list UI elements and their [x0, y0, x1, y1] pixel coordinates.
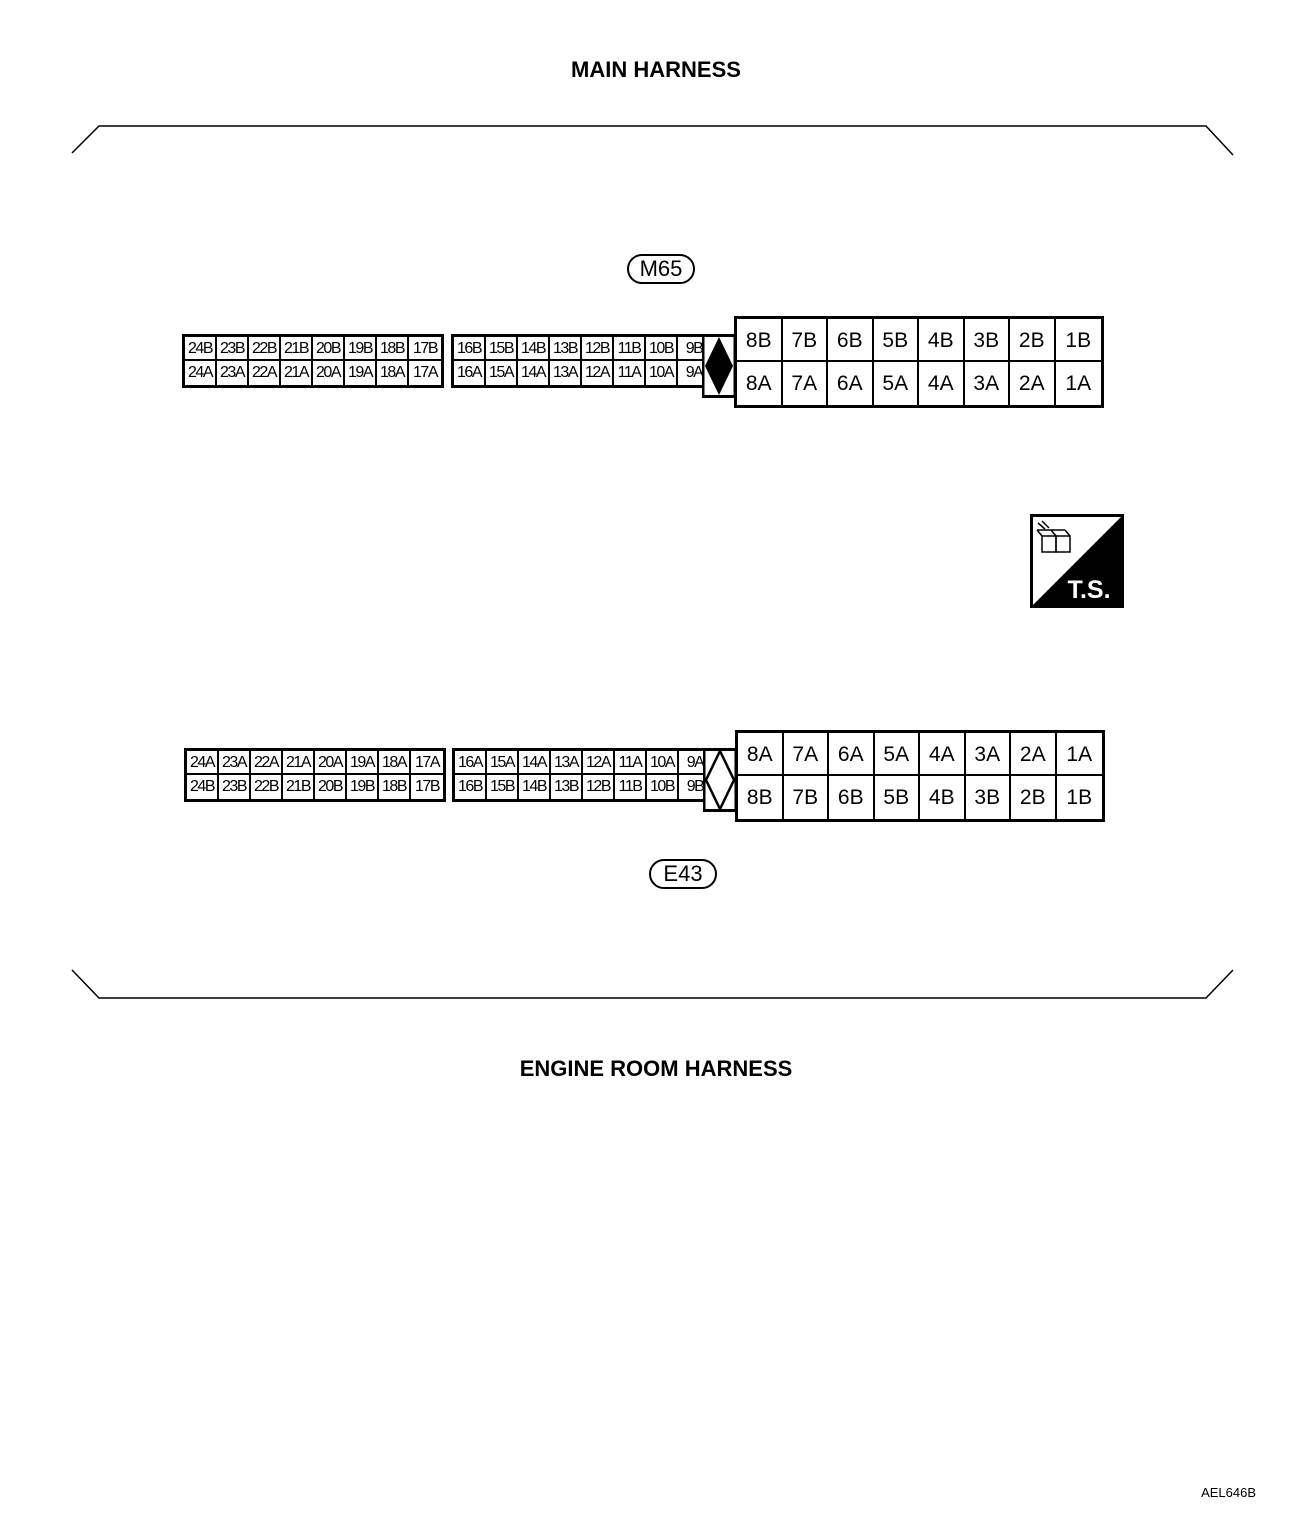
terminal-cell: 14A	[519, 751, 551, 775]
terminal-cell: 8A	[738, 733, 784, 776]
terminal-cell: 10A	[647, 751, 679, 775]
figure-code: AEL646B	[1201, 1485, 1256, 1500]
terminal-cell: 10B	[647, 775, 679, 799]
terminal-cell: 24A	[185, 361, 217, 385]
terminal-cell: 14B	[518, 337, 550, 361]
terminal-cell: 9B	[686, 778, 704, 795]
terminal-cell: 23A	[217, 361, 249, 385]
terminal-cell: 2B	[1011, 776, 1057, 819]
terminal-cell: 22B	[249, 337, 281, 361]
terminal-cell: 2A	[1010, 362, 1056, 405]
terminal-cell: 13B	[550, 337, 582, 361]
terminal-cell: 3A	[965, 362, 1011, 405]
terminal-cell: 2A	[1011, 733, 1057, 776]
terminal-cell: 21B	[281, 337, 313, 361]
terminal-cell: 12A	[582, 361, 614, 385]
terminal-cell: 7A	[783, 362, 829, 405]
terminal-cell: 24B	[185, 337, 217, 361]
terminal-cell: 6A	[828, 362, 874, 405]
terminal-cell: 15A	[486, 361, 518, 385]
terminal-cell: 9B	[678, 337, 710, 361]
terminal-cell: 8B	[737, 319, 783, 362]
terminal-cell: 1A	[1057, 733, 1103, 776]
terminal-cell: 1A	[1065, 372, 1092, 395]
terminal-cell: 19B	[347, 775, 379, 799]
terminal-cell: 11A	[614, 361, 646, 385]
terminal-cell: 8A	[737, 362, 783, 405]
terminal-cell: 9A	[685, 364, 703, 381]
terminal-cell: 15A	[487, 751, 519, 775]
terminal-cell: 20B	[315, 775, 347, 799]
m65-keyway-filled-diamond	[702, 334, 736, 398]
terminal-cell: 13A	[550, 361, 582, 385]
terminal-cell: 10A	[646, 361, 678, 385]
terminal-cell: 18B	[377, 337, 409, 361]
ts-badge	[1030, 514, 1124, 608]
terminal-cell: 12B	[582, 337, 614, 361]
terminal-cell: 22A	[251, 751, 283, 775]
terminal-cell: 1B	[1056, 319, 1102, 362]
terminal-cell: 7B	[783, 319, 829, 362]
terminal-cell: 13A	[551, 751, 583, 775]
terminal-cell: 23A	[219, 751, 251, 775]
terminal-cell: 18B	[379, 775, 411, 799]
terminal-cell: 17A	[411, 751, 443, 775]
terminal-cell: 4B	[920, 776, 966, 819]
terminal-cell: 3B	[966, 776, 1012, 819]
terminal-cell: 23B	[217, 337, 249, 361]
terminal-cell: 21A	[283, 751, 315, 775]
terminal-cell: 23B	[219, 775, 251, 799]
terminal-cell: 7A	[784, 733, 830, 776]
e43-keyway-outline-diamond	[703, 748, 737, 812]
terminal-cell: 16B	[455, 775, 487, 799]
terminal-cell: 6B	[829, 776, 875, 819]
terminal-cell: 4B	[919, 319, 965, 362]
terminal-cell: 14B	[519, 775, 551, 799]
terminal-cell: 20A	[313, 361, 345, 385]
terminal-cell: 15B	[486, 337, 518, 361]
terminal-cell: 15B	[487, 775, 519, 799]
connector-code-e43: E43	[649, 859, 717, 889]
terminal-cell: 9A	[679, 751, 711, 775]
engine-room-harness-title: ENGINE ROOM HARNESS	[519, 1056, 793, 1081]
terminal-cell: 6B	[828, 319, 874, 362]
terminal-cell: 12B	[583, 775, 615, 799]
terminal-cell: 18A	[379, 751, 411, 775]
terminal-cell: 17B	[409, 337, 441, 361]
terminal-cell: 16A	[454, 361, 486, 385]
terminal-cell: 14A	[518, 361, 550, 385]
terminal-cell: 10B	[646, 337, 678, 361]
terminal-cell: 3A	[966, 733, 1012, 776]
ts-label: T.S.	[1067, 576, 1111, 604]
terminal-cell: 11B	[615, 775, 647, 799]
terminal-cell: 13B	[551, 775, 583, 799]
terminal-cell: 5B	[874, 319, 920, 362]
m65-terminal-block-left	[182, 334, 444, 388]
terminal-cell: 4A	[919, 362, 965, 405]
terminal-cell: 19A	[345, 361, 377, 385]
terminal-cell: 12A	[583, 751, 615, 775]
terminal-cell: 21A	[281, 361, 313, 385]
terminal-cell: 18A	[377, 361, 409, 385]
terminal-cell: 22A	[249, 361, 281, 385]
terminal-cell: 24A	[187, 751, 219, 775]
terminal-cell: 4A	[920, 733, 966, 776]
terminal-cell: 3B	[965, 319, 1011, 362]
e43-large-terminal-block	[735, 730, 1105, 822]
m65-large-terminal-block	[734, 316, 1104, 408]
terminal-cell: 5A	[875, 733, 921, 776]
terminal-cell: 20B	[313, 337, 345, 361]
terminal-cell: 6A	[829, 733, 875, 776]
terminal-cell: 16B	[454, 337, 486, 361]
terminal-cell: 19B	[345, 337, 377, 361]
terminal-cell: 16A	[455, 751, 487, 775]
terminal-cell: 5A	[874, 362, 920, 405]
m65-terminal-block-right	[451, 334, 713, 388]
terminal-cell: 1B	[1066, 786, 1093, 809]
terminal-cell: 17A	[413, 364, 437, 381]
terminal-cell: 11A	[615, 751, 647, 775]
terminal-cell: 21B	[283, 775, 315, 799]
terminal-cell: 20A	[315, 751, 347, 775]
terminal-cell: 24B	[187, 775, 219, 799]
connector-code-m65: M65	[627, 254, 695, 284]
e43-terminal-block-left	[184, 748, 446, 802]
main-harness-title: MAIN HARNESS	[571, 57, 741, 82]
terminal-cell: 17B	[415, 778, 439, 795]
terminal-cell: 7B	[784, 776, 830, 819]
terminal-cell: 22B	[251, 775, 283, 799]
e43-terminal-block-right	[452, 748, 714, 802]
terminal-cell: 19A	[347, 751, 379, 775]
terminal-cell: 2B	[1010, 319, 1056, 362]
terminal-cell: 11B	[614, 337, 646, 361]
terminal-cell: 5B	[875, 776, 921, 819]
terminal-cell: 8B	[738, 776, 784, 819]
